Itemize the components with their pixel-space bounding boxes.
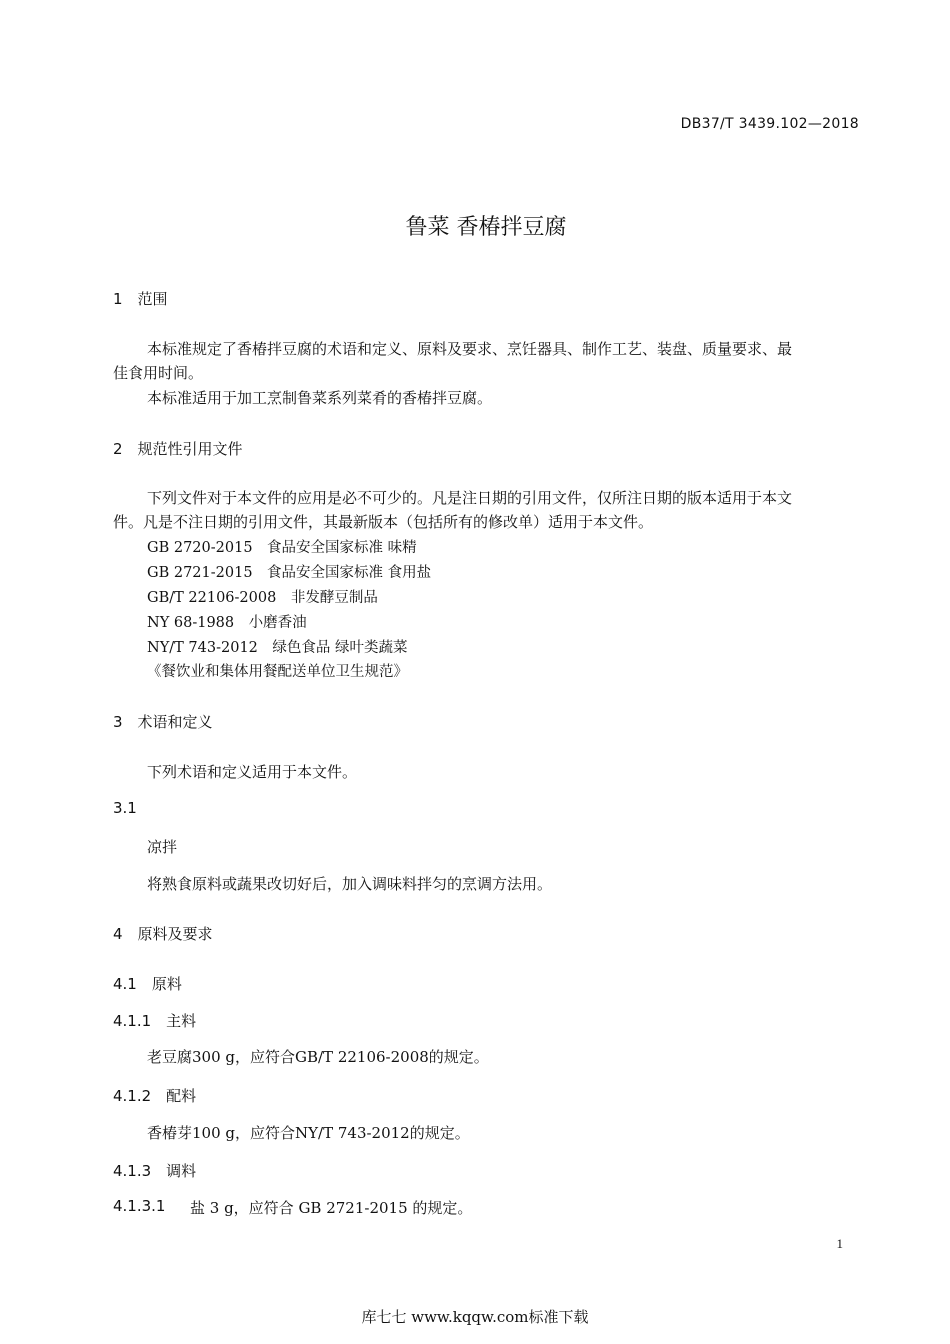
clause-4-1-3-1-text: 盐 3 g，应符合 GB 2721-2015 的规定。 bbox=[190, 1199, 473, 1217]
document-title: 鲁菜 香椿拌豆腐 bbox=[405, 215, 567, 240]
reference-item: NY 68-1988 小磨香油 bbox=[147, 615, 307, 631]
section-3-paragraph: 下列术语和定义适用于本文件。 bbox=[147, 763, 358, 781]
subsection-4-1-2-heading: 4.1.2 配料 bbox=[113, 1087, 197, 1105]
term-definition: 将熟食原料或蔬果改切好后，加入调味料拌匀的烹调方法用。 bbox=[147, 875, 553, 893]
reference-item: NY/T 743-2012 绿色食品 绿叶类蔬菜 bbox=[147, 640, 408, 656]
subsection-4-1-heading: 4.1 原料 bbox=[113, 975, 182, 993]
reference-item: GB 2720-2015 食品安全国家标准 味精 bbox=[147, 540, 417, 556]
term-number: 3.1 bbox=[113, 799, 137, 817]
section-2-paragraph-line-1: 下列文件对于本文件的应用是必不可少的。凡是注日期的引用文件，仅所注日期的版本适用于本文 bbox=[147, 489, 793, 507]
section-1-heading: 1 范围 bbox=[113, 290, 168, 308]
section-2-heading: 2 规范性引用文件 bbox=[113, 440, 243, 458]
section-4-heading: 4 原料及要求 bbox=[113, 925, 213, 943]
section-1-paragraph-1-line-2: 佳食用时间。 bbox=[113, 364, 204, 382]
subsection-4-1-3-heading: 4.1.3 调料 bbox=[113, 1162, 197, 1180]
subsection-4-1-1-heading: 4.1.1 主料 bbox=[113, 1012, 197, 1030]
footer-website-link[interactable]: 库七七 www.kqqw.com标准下载 bbox=[361, 1308, 589, 1326]
page-number: 1 bbox=[836, 1236, 843, 1251]
clause-4-1-3-1-number: 4.1.3.1 bbox=[113, 1197, 166, 1215]
standard-code: DB37/T 3439.102—2018 bbox=[680, 116, 859, 132]
section-2-paragraph-line-2: 件。凡是不注日期的引用文件，其最新版本（包括所有的修改单）适用于本文件。 bbox=[113, 513, 654, 531]
reference-item: GB 2721-2015 食品安全国家标准 食用盐 bbox=[147, 565, 432, 581]
reference-item: 《餐饮业和集体用餐配送单位卫生规范》 bbox=[147, 664, 408, 680]
section-3-heading: 3 术语和定义 bbox=[113, 713, 213, 731]
main-ingredient-text: 老豆腐300 g，应符合GB/T 22106-2008的规定。 bbox=[147, 1048, 489, 1066]
section-1-paragraph-2: 本标准适用于加工烹制鲁菜系列菜肴的香椿拌豆腐。 bbox=[147, 389, 493, 407]
auxiliary-ingredient-text: 香椿芽100 g，应符合NY/T 743-2012的规定。 bbox=[147, 1124, 470, 1142]
term-name: 凉拌 bbox=[147, 838, 178, 856]
section-1-paragraph-1-line-1: 本标准规定了香椿拌豆腐的术语和定义、原料及要求、烹饪器具、制作工艺、装盘、质量要求、最 bbox=[147, 340, 793, 358]
reference-item: GB/T 22106-2008 非发酵豆制品 bbox=[147, 590, 378, 606]
